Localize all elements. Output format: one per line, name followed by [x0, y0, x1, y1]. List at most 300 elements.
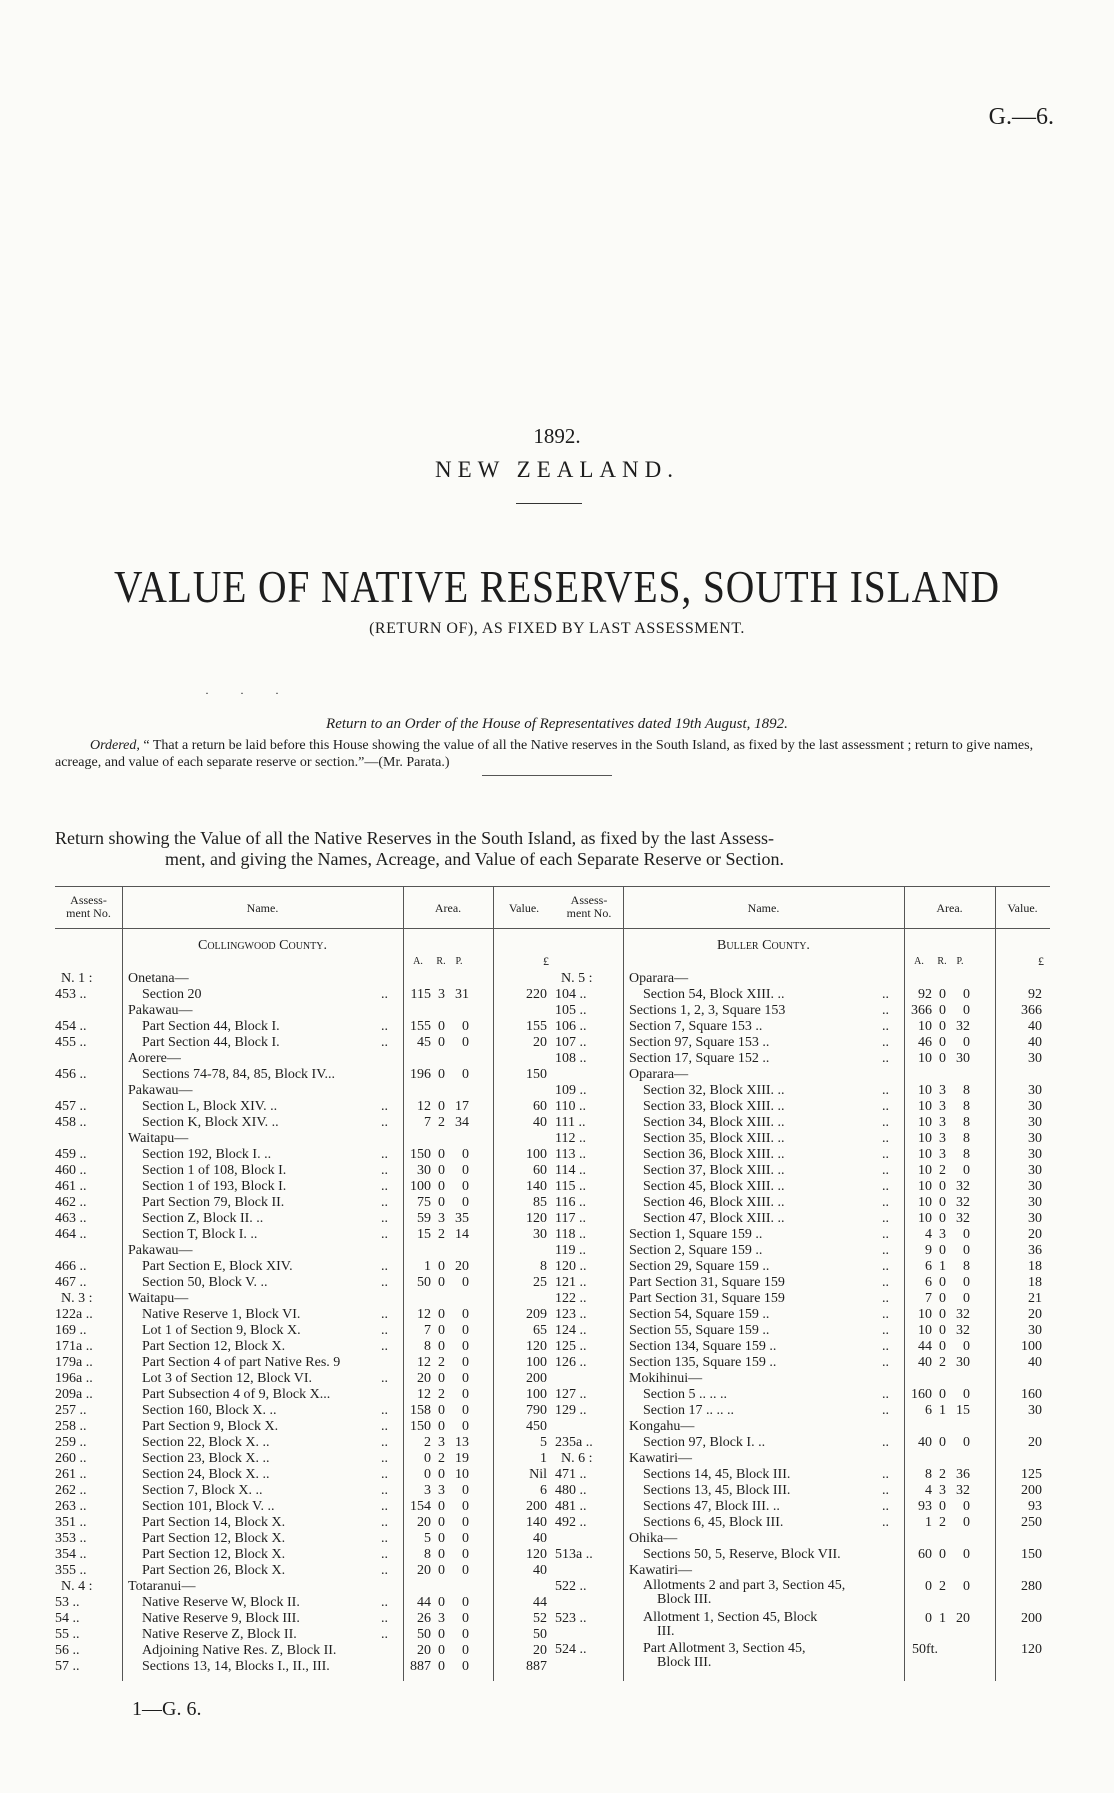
area-acres: 93 [918, 1499, 932, 1514]
reserve-name: Section K, Block XIV. .. [142, 1115, 279, 1130]
table-row [555, 1307, 1050, 1322]
county-title: Buller County. [717, 938, 810, 953]
table-row [55, 1147, 555, 1162]
area-perches: 0 [462, 1195, 469, 1210]
value: 40 [1028, 1355, 1042, 1370]
reserve-name: Part Subsection 4 of 9, Block X... [142, 1387, 331, 1402]
leader-dots: .. [381, 1115, 388, 1130]
area-perches: 0 [462, 1595, 469, 1610]
assessment-no: 109 .. [555, 1083, 587, 1098]
reserve-name: Waitapu— [128, 1131, 189, 1146]
reserve-name-cont: Block III. [657, 1655, 712, 1670]
area-perches: 0 [462, 1339, 469, 1354]
assessment-no: 257 .. [55, 1403, 87, 1418]
area-perches: 0 [963, 1387, 970, 1402]
table-row [555, 1403, 1050, 1418]
area-acres: 10 [918, 1179, 932, 1194]
area-perches: 0 [963, 1243, 970, 1258]
table-row [55, 1227, 555, 1242]
assessment-no: 122 .. [555, 1291, 587, 1306]
page-footer: 1—G. 6. [132, 1698, 202, 1720]
reserve-name: Section 17, Square 152 .. [629, 1051, 770, 1066]
return-heading [55, 828, 1055, 870]
area-acres: 4 [925, 1227, 932, 1242]
area-perches: 0 [462, 1403, 469, 1418]
area-unit-1: R. [436, 956, 446, 967]
assessment-no: 461 .. [55, 1179, 87, 1194]
reserve-name: Part Allotment 3, Section 45, Block III. [643, 1642, 806, 1670]
assessment-no: 105 .. [555, 1003, 587, 1018]
area-roods: 0 [438, 1563, 445, 1578]
area-acres: 4 [925, 1483, 932, 1498]
reserve-name: Section 160, Block X. .. [142, 1403, 277, 1418]
reserve-name: Part Section 31, Square 159 [629, 1275, 785, 1290]
value: 52 [533, 1611, 547, 1626]
area-roods: 0 [438, 1163, 445, 1178]
area-acres: 196 [410, 1067, 431, 1082]
table-row [555, 1499, 1050, 1514]
value: 21 [1028, 1291, 1042, 1306]
area-acres: 10 [918, 1147, 932, 1162]
area-roods: 0 [438, 1547, 445, 1562]
leader-dots: .. [381, 1403, 388, 1418]
reserve-name: Section 54, Block XIII. .. [643, 987, 785, 1002]
area-roods: 0 [939, 1195, 946, 1210]
reserve-name: Ohika— [629, 1531, 678, 1546]
table-row [55, 1291, 555, 1306]
page-title: VALUE OF NATIVE RESERVES, SOUTH ISLAND [114, 561, 1000, 612]
value: 120 [526, 1211, 547, 1226]
table-row [55, 1211, 555, 1226]
table-row [555, 1467, 1050, 1482]
table-row [555, 1035, 1050, 1050]
assessment-no: 261 .. [55, 1467, 87, 1482]
area-perches: 30 [956, 1355, 970, 1370]
table-row [55, 1659, 555, 1674]
area-roods: 3 [438, 1483, 445, 1498]
reserve-name: Section 35, Block XIII. .. [643, 1131, 785, 1146]
area-perches: 0 [462, 1483, 469, 1498]
area-roods: 2 [939, 1579, 946, 1594]
area-unit-0: A. [914, 956, 924, 967]
leader-dots: .. [381, 1323, 388, 1338]
assessment-no: 129 .. [555, 1403, 587, 1418]
area-perches: 10 [455, 1467, 469, 1482]
area-perches: 0 [963, 1003, 970, 1018]
table-row [55, 1435, 555, 1450]
assessment-no: 462 .. [55, 1195, 87, 1210]
reserve-name: Section 37, Block XIII. .. [643, 1163, 785, 1178]
leader-dots: .. [381, 1595, 388, 1610]
value: 44 [533, 1595, 547, 1610]
leader-dots: .. [381, 1531, 388, 1546]
area-perches: 20 [956, 1610, 970, 1626]
area-perches: 0 [462, 1323, 469, 1338]
country: NEW ZEALAND. [434, 457, 680, 482]
area-perches: 31 [455, 987, 469, 1002]
assessment-no: 111 .. [555, 1115, 586, 1130]
assessment-no: 464 .. [55, 1227, 87, 1242]
table-row [55, 1643, 555, 1658]
table-row [55, 1195, 555, 1210]
area-perches: 0 [462, 1563, 469, 1578]
value: 125 [1021, 1467, 1042, 1482]
area-roods: 0 [438, 1195, 445, 1210]
area-acres: 6 [925, 1259, 932, 1274]
reserve-name: Section 36, Block XIII. .. [643, 1147, 785, 1162]
area-acres: 10 [918, 1051, 932, 1066]
area-perches: 32 [956, 1195, 970, 1210]
reserve-name: Section 24, Block X. .. [142, 1467, 270, 1482]
leader-dots: .. [381, 1307, 388, 1322]
table-row [555, 1547, 1050, 1562]
table-row [55, 1163, 555, 1178]
area-roods: 1 [939, 1259, 946, 1274]
assessment-no: 459 .. [55, 1147, 87, 1162]
area-acres: 10 [918, 1195, 932, 1210]
value: 155 [526, 1019, 547, 1034]
area-roods: 3 [939, 1227, 946, 1242]
leader-dots: .. [381, 1483, 388, 1498]
area-perches: 8 [963, 1083, 970, 1098]
table-row [55, 1243, 555, 1258]
area-acres: 30 [417, 1163, 431, 1178]
header-name: Name. [747, 901, 780, 915]
area-roods: 2 [438, 1227, 445, 1242]
area-acres: 45 [417, 1035, 431, 1050]
area-roods: 3 [939, 1115, 946, 1130]
reserve-name: Section 1 of 193, Block I. [142, 1179, 287, 1194]
area-perches: 0 [963, 987, 970, 1002]
table-row [55, 1067, 555, 1082]
area-acres: 7 [424, 1115, 431, 1130]
leader-dots: .. [381, 1179, 388, 1194]
value: 6 [540, 1483, 547, 1498]
assessment-no: 112 .. [555, 1131, 586, 1146]
leader-dots: .. [882, 1051, 889, 1066]
reserve-name: Onetana— [128, 971, 189, 986]
area-acres: 50 [417, 1627, 431, 1642]
area-perches: 0 [462, 1643, 469, 1658]
reserve-name: Native Reserve 9, Block III. [142, 1611, 300, 1626]
table-row [55, 1451, 555, 1466]
area-roods: 0 [438, 1323, 445, 1338]
area-acres: 100 [410, 1179, 431, 1194]
area-perches: 8 [963, 1259, 970, 1274]
assessment-no: 259 .. [55, 1435, 87, 1450]
reserve-name: Part Section 79, Block II. [142, 1195, 285, 1210]
value-unit: £ [543, 954, 549, 968]
table-row [555, 1451, 1050, 1466]
table-row [55, 1531, 555, 1546]
reserve-name: Sections 6, 45, Block III. [643, 1515, 784, 1530]
area-roods: 0 [438, 1531, 445, 1546]
area-acres: 0 [424, 1451, 431, 1466]
assessment-no: 125 .. [555, 1339, 587, 1354]
table-row [555, 1259, 1050, 1274]
leader-dots: .. [381, 1627, 388, 1642]
value: 100 [526, 1147, 547, 1162]
leader-dots: .. [882, 1163, 889, 1178]
area-acres: 0 [925, 1579, 932, 1594]
assessment-no: 179a .. [55, 1355, 93, 1370]
area-roods: 2 [939, 1355, 946, 1370]
area-perches: 32 [956, 1211, 970, 1226]
reserve-name: Section 1, Square 159 .. [629, 1227, 763, 1242]
table-row [55, 1307, 555, 1322]
reserve-name: Section 101, Block V. .. [142, 1499, 275, 1514]
reserve-name: Pakawau— [128, 1083, 193, 1098]
assessment-no: 56 .. [55, 1643, 80, 1658]
area-roods: 0 [939, 1323, 946, 1338]
value: 200 [1021, 1483, 1042, 1498]
assessment-no: 456 .. [55, 1067, 87, 1082]
value: 40 [533, 1531, 547, 1546]
value: 20 [1028, 1307, 1042, 1322]
table-row [555, 1051, 1050, 1066]
area-roods: 0 [939, 987, 946, 1002]
area-unit-2: P. [455, 956, 463, 967]
area-acres: 60 [918, 1547, 932, 1562]
area-perches: 0 [462, 1515, 469, 1530]
header-rule-top [55, 886, 555, 887]
assessment-no: 104 .. [555, 987, 587, 1002]
value: 5 [540, 1435, 547, 1450]
area-perches: 20 [455, 1259, 469, 1274]
reserve-name: Section 29, Square 159 .. [629, 1259, 770, 1274]
table-row [55, 1179, 555, 1194]
header-rule-top [555, 886, 1050, 887]
leader-dots: .. [882, 1131, 889, 1146]
page-reference: G.—6. [988, 104, 1054, 130]
area-acres: 44 [417, 1595, 431, 1610]
area-perches: 0 [963, 1499, 970, 1514]
area-acres: 75 [417, 1195, 431, 1210]
assessment-no: 513a .. [555, 1547, 593, 1562]
assessment-no: 113 .. [555, 1147, 586, 1162]
leader-dots: .. [882, 1467, 889, 1482]
value: 30 [1028, 1163, 1042, 1178]
reserve-name: Part Section 31, Square 159 [629, 1291, 785, 1306]
value: 30 [1028, 1099, 1042, 1114]
table-row [55, 1019, 555, 1034]
value: 30 [1028, 1323, 1042, 1338]
area-perches: 0 [462, 1531, 469, 1546]
value: 30 [1028, 1115, 1042, 1130]
area-roods: 3 [939, 1099, 946, 1114]
area-perches: 14 [455, 1227, 469, 1242]
reserve-name: Part Section 12, Block X. [142, 1531, 286, 1546]
area-perches: 8 [963, 1099, 970, 1114]
leader-dots: .. [882, 1243, 889, 1258]
table-row [55, 1035, 555, 1050]
area-acres: 12 [417, 1099, 431, 1114]
leader-dots: .. [882, 1083, 889, 1098]
reserve-name: Part Section E, Block XIV. [142, 1259, 293, 1274]
reserve-name: Section 192, Block I. .. [142, 1147, 272, 1162]
reserve-name: Sections 13, 45, Block III. [643, 1483, 791, 1498]
header-value: Value. [1007, 901, 1038, 915]
reserve-name: Section 2, Square 159 .. [629, 1243, 763, 1258]
header-name: Name. [246, 901, 279, 915]
value: 85 [533, 1195, 547, 1210]
table-row [555, 1291, 1050, 1306]
table-row [555, 1115, 1050, 1130]
table-row [555, 1419, 1050, 1434]
leader-dots: .. [381, 1371, 388, 1386]
value: 20 [1028, 1435, 1042, 1450]
assessment-no: 171a .. [55, 1339, 93, 1354]
area-perches: 34 [455, 1115, 469, 1130]
reserve-name-cont: III. [657, 1623, 675, 1639]
reserve-name: Native Reserve 1, Block VI. [142, 1307, 301, 1322]
assessment-no: 235a .. [555, 1435, 593, 1450]
area-perches: 13 [455, 1435, 469, 1450]
table-row [55, 1467, 555, 1482]
area-acres: 154 [410, 1499, 431, 1514]
reserve-name: Section 54, Square 159 .. [629, 1307, 770, 1322]
reserve-name-cont: Block III. [657, 1592, 712, 1607]
assessment-no: 57 .. [55, 1659, 80, 1674]
leader-dots: .. [882, 1003, 889, 1018]
table-row [55, 1611, 555, 1626]
table-row [55, 1003, 555, 1018]
reserve-name: Oparara— [629, 1067, 689, 1082]
reserve-name: Section 34, Block XIII. .. [643, 1115, 785, 1130]
reserve-name: Kawatiri— [629, 1451, 692, 1466]
reserve-name: Section 20 [142, 987, 202, 1002]
value: 20 [533, 1643, 547, 1658]
area-roods: 3 [939, 1147, 946, 1162]
reserve-name: Section 5 .. .. .. [643, 1387, 727, 1402]
assessment-no: 107 .. [555, 1035, 587, 1050]
reserve-name: Part Section 4 of part Native Res. 9 [142, 1355, 341, 1370]
assessment-no: 471 .. [555, 1467, 587, 1482]
leader-dots: .. [381, 1419, 388, 1434]
assessment-no: 524 .. [555, 1642, 587, 1657]
area-acres: 10 [918, 1211, 932, 1226]
area-perches: 0 [963, 1035, 970, 1050]
right-table [555, 886, 1065, 1686]
leader-dots: .. [381, 1019, 388, 1034]
area-roods: 2 [438, 1387, 445, 1402]
area-acres: 44 [918, 1339, 932, 1354]
assessment-no: 522 .. [555, 1579, 587, 1594]
leader-dots: .. [381, 1163, 388, 1178]
reserve-name: Oparara— [629, 971, 689, 986]
table-row [555, 1355, 1050, 1370]
leader-dots: .. [882, 1147, 889, 1162]
assessment-no: N. 4 : [61, 1579, 93, 1594]
value: 30 [1028, 1147, 1042, 1162]
assessment-no: 117 .. [555, 1211, 586, 1226]
county-title: Collingwood County. [198, 938, 327, 953]
value: 30 [1028, 1131, 1042, 1146]
table-row [555, 1371, 1050, 1386]
area-perches: 32 [956, 1483, 970, 1498]
area-acres: 1 [424, 1259, 431, 1274]
area-acres: 10 [918, 1099, 932, 1114]
table-row [55, 1083, 555, 1098]
area-acres: 10 [918, 1131, 932, 1146]
value: 50 [533, 1627, 547, 1642]
value: 887 [526, 1659, 547, 1674]
assessment-no: 122a .. [55, 1307, 93, 1322]
reserve-name: Part Section 44, Block I. [142, 1019, 280, 1034]
area-acres: 5 [424, 1531, 431, 1546]
value: 100 [526, 1387, 547, 1402]
area-perches: 35 [455, 1211, 469, 1226]
area-perches: 19 [455, 1451, 469, 1466]
reserve-name: Section 33, Block XIII. .. [643, 1099, 785, 1114]
area-acres: 50 [417, 1275, 431, 1290]
table-row [555, 1642, 1050, 1670]
reserve-name: Sections 13, 14, Blocks I., II., III. [142, 1659, 330, 1674]
area-acres: 0 [925, 1610, 932, 1626]
area-roods: 0 [939, 1211, 946, 1226]
table-row [555, 1275, 1050, 1290]
area-roods: 0 [438, 1099, 445, 1114]
area-roods: 0 [939, 1291, 946, 1306]
leader-dots: .. [882, 1179, 889, 1194]
leader-dots: .. [381, 1195, 388, 1210]
value: 100 [526, 1355, 547, 1370]
reserve-name: Section 32, Block XIII. .. [643, 1083, 785, 1098]
table-row [55, 1579, 555, 1594]
leader-dots: .. [882, 1195, 889, 1210]
area-acres: 887 [410, 1659, 431, 1674]
area-roods: 0 [939, 1307, 946, 1322]
ordered-text: “ That a return be laid before this House showing the value of all the Native reserves in the South Island, as fixed by the last assessment ; return to give names, acreage, and value of each separate reserve or section.”—(Mr. Parata.) [55, 738, 1034, 770]
area-acres: 10 [918, 1019, 932, 1034]
assessment-no: 355 .. [55, 1563, 87, 1578]
header-rule-bottom [555, 928, 1050, 929]
area-acres: 8 [925, 1467, 932, 1482]
assessment-no: 467 .. [55, 1275, 87, 1290]
reserve-name: Part Section 44, Block I. [142, 1035, 280, 1050]
area-roods: 3 [438, 1611, 445, 1626]
assessment-no: 196a .. [55, 1371, 93, 1386]
leader-dots: .. [882, 1515, 889, 1530]
table-row [555, 1579, 1050, 1607]
table-row [555, 1163, 1050, 1178]
area-roods: 0 [438, 1035, 445, 1050]
area-perches: 32 [956, 1179, 970, 1194]
area-acres: 155 [410, 1019, 431, 1034]
area-acres: 92 [918, 987, 932, 1002]
assessment-no: 116 .. [555, 1195, 586, 1210]
header-assessment: Assess- ment No. [66, 893, 111, 920]
divider-short [482, 775, 612, 776]
leader-dots: .. [381, 1547, 388, 1562]
reserve-name: Section Z, Block II. .. [142, 1211, 264, 1226]
area-roods: 0 [438, 1515, 445, 1530]
area-acres: 10 [918, 1083, 932, 1098]
reserve-name: Section 97, Square 153 .. [629, 1035, 770, 1050]
area-roods: 0 [939, 1035, 946, 1050]
leader-dots: .. [882, 1227, 889, 1242]
area-roods: 3 [438, 1435, 445, 1450]
leader-dots: .. [882, 1115, 889, 1130]
leader-dots: .. [381, 1451, 388, 1466]
area-roods: 0 [438, 1419, 445, 1434]
table-row [55, 1099, 555, 1114]
area-perches: 0 [462, 1275, 469, 1290]
table-row [555, 1195, 1050, 1210]
table-row [55, 1483, 555, 1498]
area-perches: 32 [956, 1323, 970, 1338]
value: 1 [540, 1451, 547, 1466]
